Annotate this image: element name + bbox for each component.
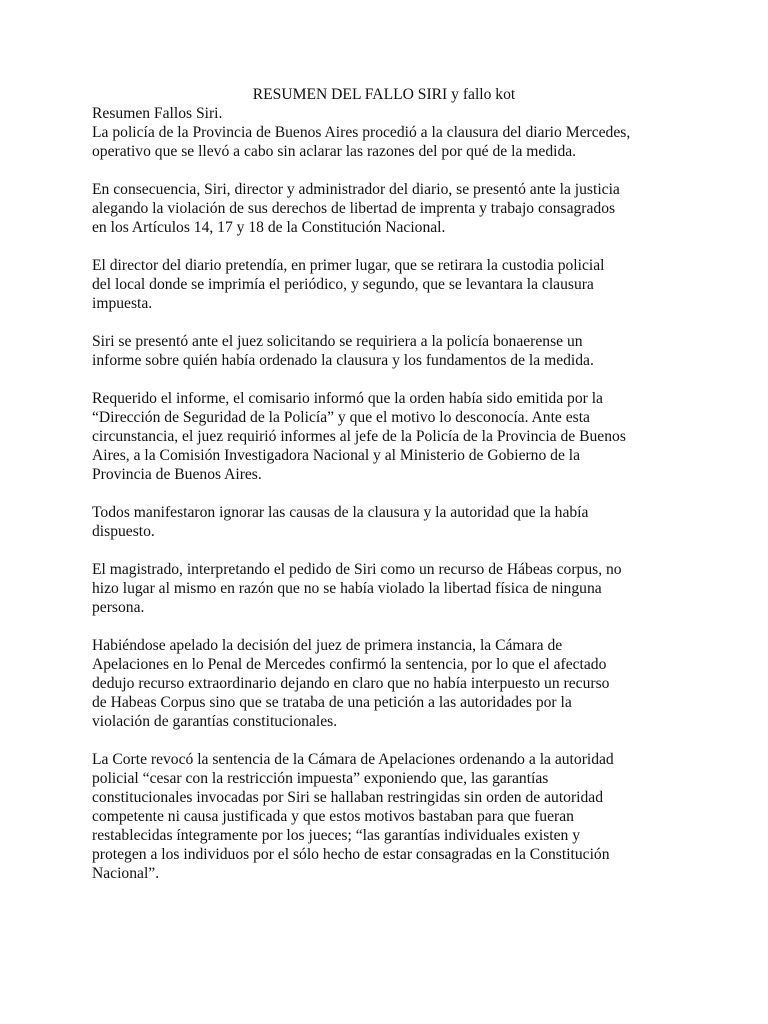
text-line: Siri se presentó ante el juez solicitando se requiriera a la policía bonaerense un	[92, 333, 583, 350]
text-line: competente ni causa justificada y que estos motivos bastaban para que fueran	[92, 808, 574, 825]
text-line: restablecidas íntegramente por los jueces; “las garantías individuales existen y	[92, 827, 581, 844]
text-line: dispuesto.	[92, 523, 155, 540]
text-line: Nacional”.	[92, 865, 160, 882]
text-line: “Dirección de Seguridad de la Policía” y que el motivo lo desconocía. Ante esta	[92, 409, 590, 426]
paragraph	[92, 389, 682, 484]
text-line: operativo que se llevó a cabo sin aclarar las razones del por qué de la medida.	[92, 143, 577, 160]
text-line: de Habeas Corpus sino que se trataba de una petición a las autoridades por la	[92, 694, 572, 711]
text-line: El magistrado, interpretando el pedido de Siri como un recurso de Hábeas corpus, no	[92, 561, 622, 578]
paragraph	[92, 180, 682, 237]
paragraph	[92, 503, 682, 541]
text-line: informe sobre quién había ordenado la clausura y los fundamentos de la medida.	[92, 352, 594, 369]
text-line: protegen a los individuos por el sólo hecho de estar consagradas en la Constitución	[92, 846, 610, 863]
text-line: Requerido el informe, el comisario informó que la orden había sido emitida por la	[92, 390, 603, 407]
paragraph	[92, 750, 682, 883]
text-line: hizo lugar al mismo en razón que no se había violado la libertad física de ninguna	[92, 580, 602, 597]
text-line: impuesta.	[92, 295, 153, 312]
text-line: La Corte revocó la sentencia de la Cámara de Apelaciones ordenando a la autoridad	[92, 751, 614, 768]
paragraph	[92, 104, 682, 161]
text-line: dedujo recurso extraordinario dejando en claro que no había interpuesto un recurso	[92, 675, 610, 692]
text-line: violación de garantías constitucionales.	[92, 713, 338, 730]
text-line: Apelaciones en lo Penal de Mercedes confirmó la sentencia, por lo que el afectado	[92, 656, 607, 673]
text-line: en los Artículos 14, 17 y 18 de la Constitución Nacional.	[92, 219, 446, 236]
text-line: constitucionales invocadas por Siri se hallaban restringidas sin orden de autoridad	[92, 789, 603, 806]
paragraph	[92, 636, 682, 731]
text-line: En consecuencia, Siri, director y administrador del diario, se presentó ante la justicia	[92, 181, 620, 198]
document-body	[92, 104, 682, 902]
text-line: Aires, a la Comisión Investigadora Nacional y al Ministerio de Gobierno de la	[92, 447, 581, 464]
text-line: Habiéndose apelado la decisión del juez de primera instancia, la Cámara de	[92, 637, 563, 654]
paragraph	[92, 256, 682, 313]
document-title: RESUMEN DEL FALLO SIRI y fallo kot	[252, 86, 516, 103]
text-line: del local donde se imprimía el periódico, y segundo, que se levantara la clausura	[92, 276, 594, 293]
text-line: La policía de la Provincia de Buenos Aires procedió a la clausura del diario Mercedes,	[92, 124, 631, 141]
text-line: Todos manifestaron ignorar las causas de la clausura y la autoridad que la había	[92, 504, 589, 521]
paragraph	[92, 560, 682, 617]
text-line: Provincia de Buenos Aires.	[92, 466, 262, 483]
text-line: Resumen Fallos Siri.	[92, 105, 223, 122]
text-line: circunstancia, el juez requirió informes al jefe de la Policía de la Provincia de Buenos	[92, 428, 626, 445]
text-line: El director del diario pretendía, en primer lugar, que se retirara la custodia policial	[92, 257, 605, 274]
text-line: policial “cesar con la restricción impuesta” exponiendo que, las garantías	[92, 770, 549, 787]
text-line: persona.	[92, 599, 145, 616]
text-line: alegando la violación de sus derechos de libertad de imprenta y trabajo consagrados	[92, 200, 616, 217]
paragraph	[92, 332, 682, 370]
